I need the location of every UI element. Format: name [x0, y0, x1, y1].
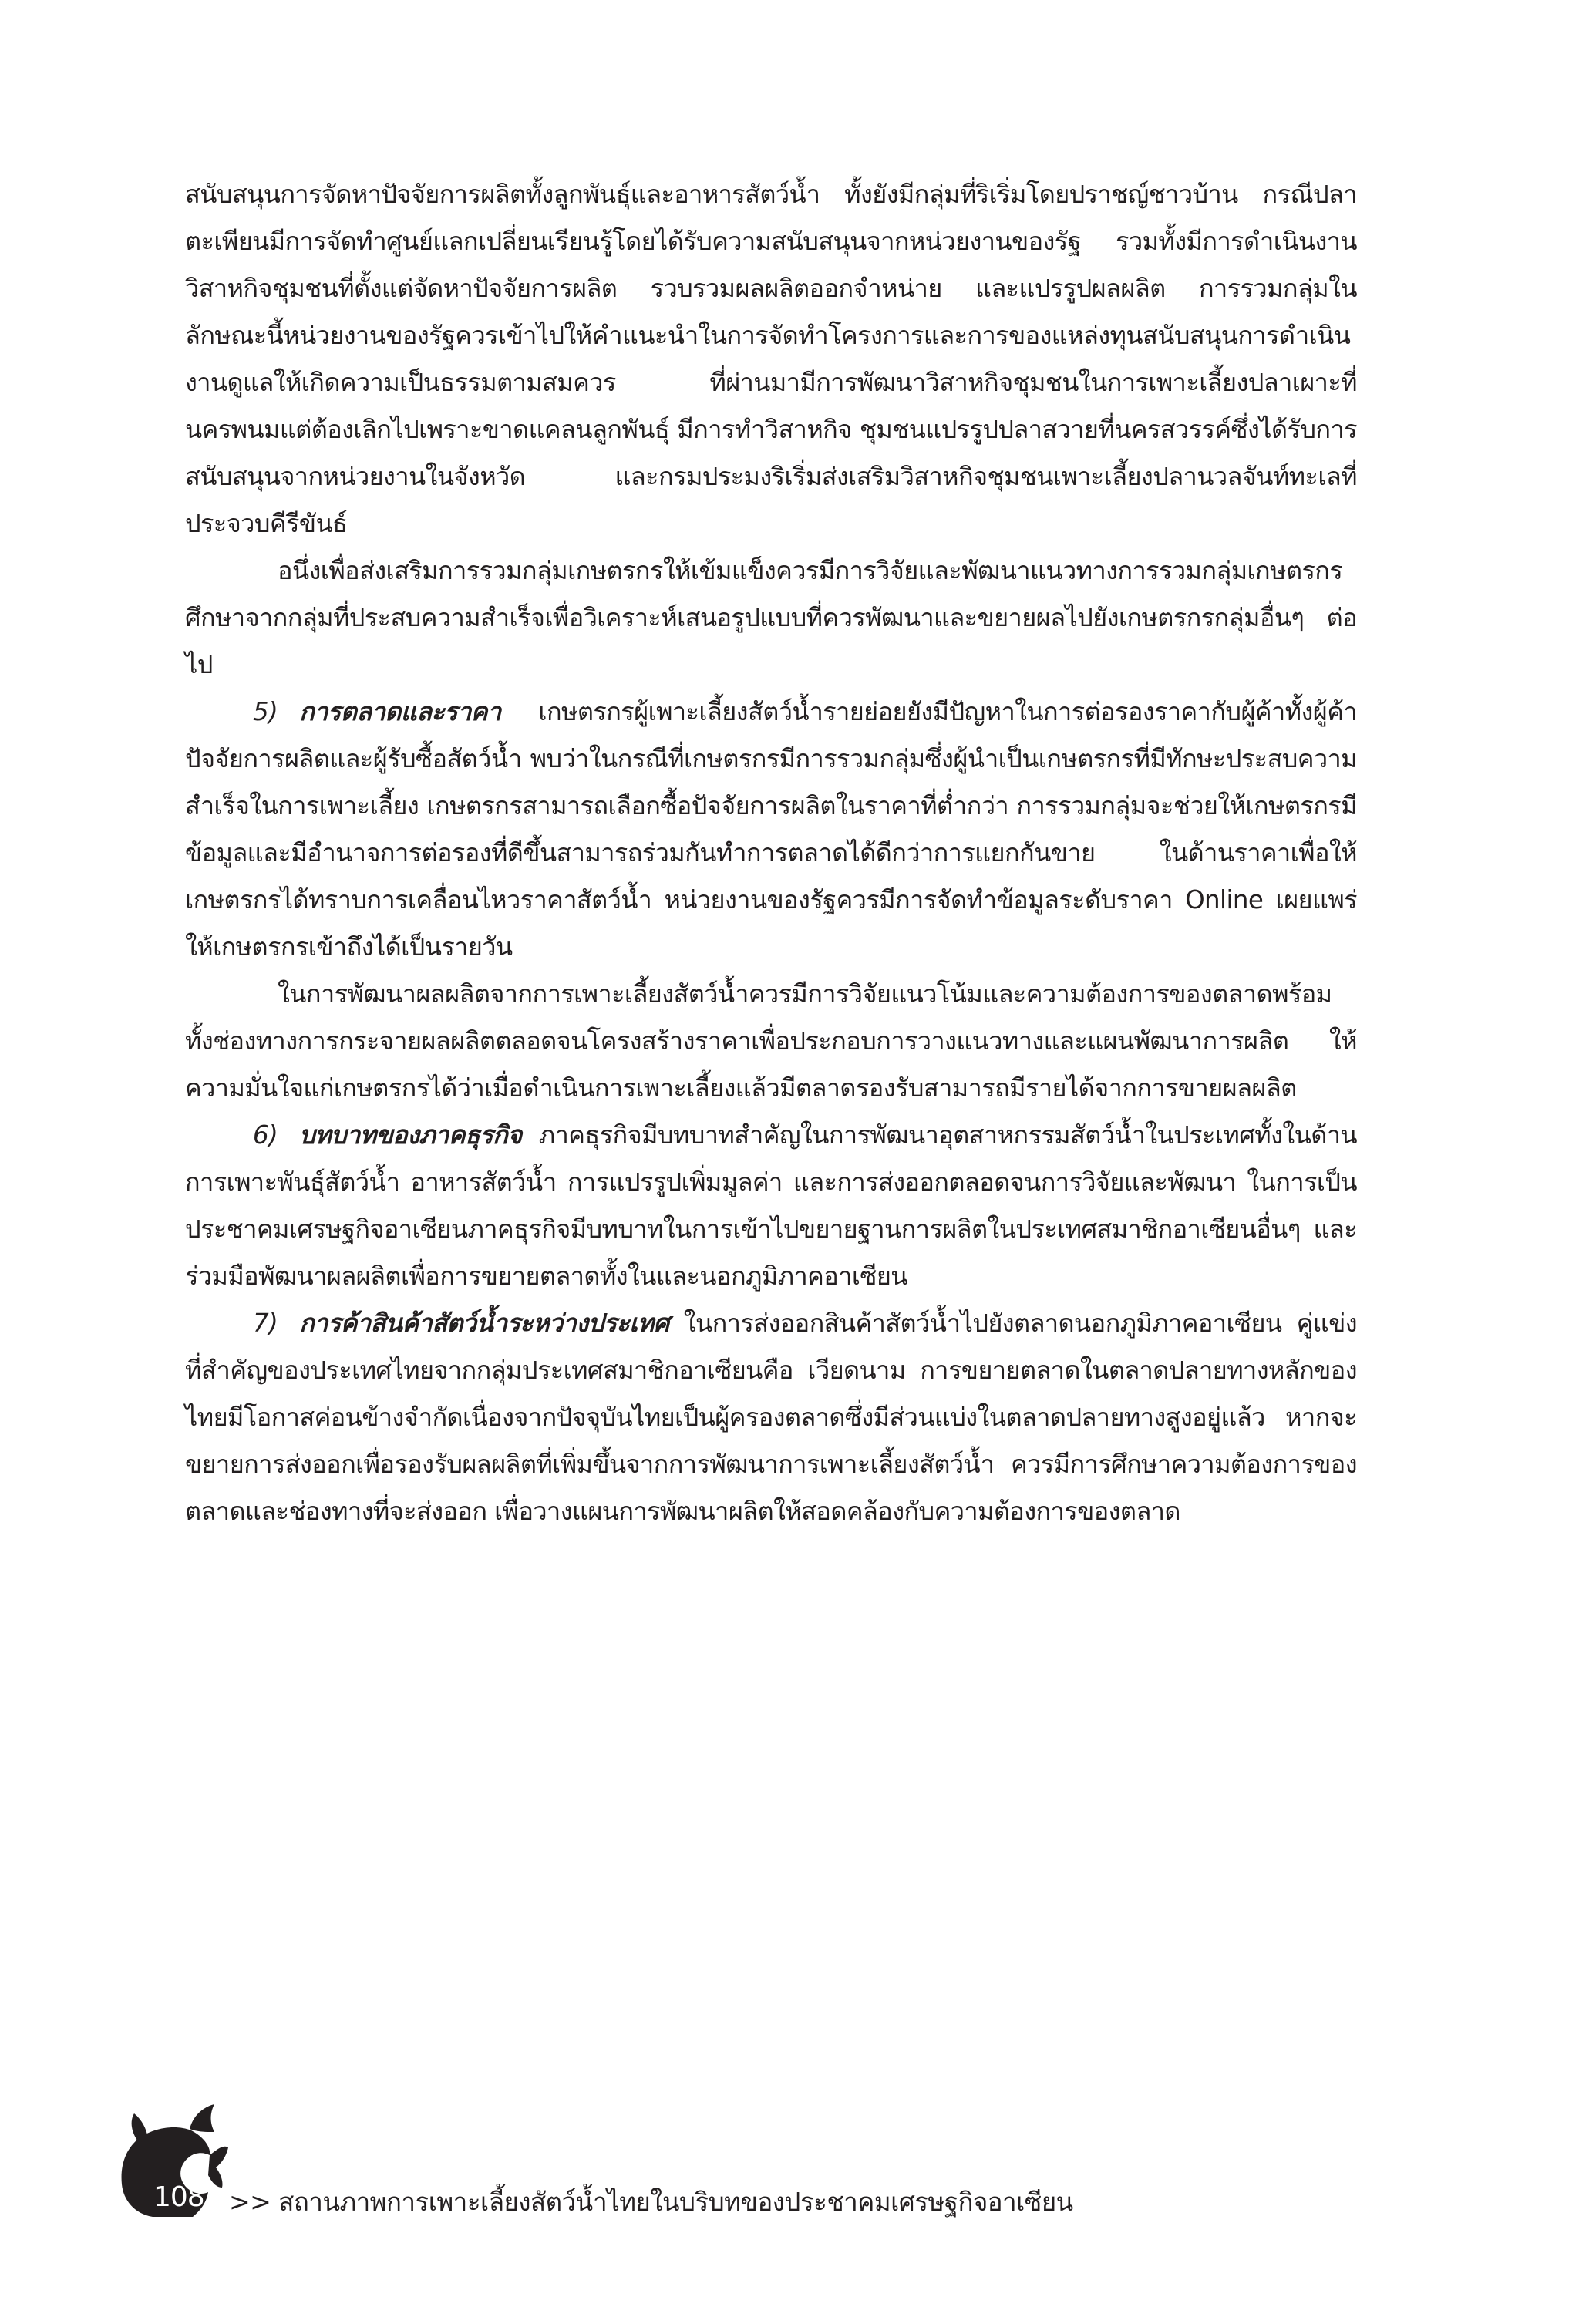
numbered-point [185, 1300, 1357, 1535]
point-text: ในการส่งออกสินค้าสัตว์น้ำไปยังตลาดนอกภูมิภาคอาเซียน คู่แข่งที่สำคัญของประเทศไทยจากกลุ่มประเทศสมาชิกอาเซียนคือ เวียดนาม การขยายตลาดในตลาดปลายทางหลักของไทยมีโอกาสค่อนข้างจำกัดเนื่องจากปัจจุบันไทยเป็นผู้ครองตลาดซึ่งมีส่วนแบ่งในตลาดปลายทางสูงอยู่แล้ว หากจะขยายการส่งออกเพื่อรองรับผลผลิตที่เพิ่มขึ้นจากการพัฒนาการเพาะเลี้ยงสัตว์น้ำ ควรมีการศึกษาความต้องการของตลาดและช่องทางที่จะส่งออก เพื่อวางแผนการพัฒนาผลิตให้สอดคล้องกับความต้องการของตลาด [185, 1309, 1357, 1526]
point-text: เกษตรกรผู้เพาะเลี้ยงสัตว์น้ำรายย่อยยังมีปัญหาในการต่อรองราคากับผู้ค้าทั้งผู้ค้าปัจจัยการผลิตและผู้รับซื้อสัตว์น้ำ พบว่าในกรณีที่เกษตรกรมีการรวมกลุ่มซึ่งผู้นำเป็นเกษตรกรที่มีทักษะประสบความสำเร็จในการเพาะเลี้ยง เกษตรกรสามารถเลือกซื้อปัจจัยการผลิตในราคาที่ต่ำกว่า การรวมกลุ่มจะช่วยให้เกษตรกรมีข้อมูลและมีอำนาจการต่อรองที่ดีขึ้นสามารถร่วมกันทำการตลาดได้ดีกว่าการแยกกันขาย ในด้านราคาเพื่อให้เกษตรกรได้ทราบการเคลื่อนไหวราคาสัตว์น้ำ หน่วยงานของรัฐควรมีการจัดทำข้อมูลระดับราคา Online เผยแพร่ให้เกษตรกรเข้าถึงได้เป็นรายวัน [185, 697, 1357, 962]
point-number: 5) [253, 697, 278, 726]
numbered-point [185, 689, 1357, 971]
point-number: 7) [253, 1309, 278, 1338]
point-title: การตลาดและราคา [299, 697, 501, 726]
point-number: 6) [253, 1120, 278, 1150]
paragraph: อนึ่งเพื่อส่งเสริมการรวมกลุ่มเกษตรกรให้เข้มแข็งควรมีการวิจัยและพัฒนาแนวทางการรวมกลุ่มเกษตรกร ศึกษาจากกลุ่มที่ประสบความสำเร็จเพื่อวิเคราะห์เสนอรูปแบบที่ควรพัฒนาและขยายผลไปยังเกษตรกรกลุ่มอื่นๆ ต่อไป [185, 556, 1357, 679]
paragraph: ในการพัฒนาผลผลิตจากการเพาะเลี้ยงสัตว์น้ำควรมีการวิจัยแนวโน้มและความต้องการของตลาดพร้อมทั้งช่องทางการกระจายผลผลิตตลอดจนโครงสร้างราคาเพื่อประกอบการวางแนวทางและแผนพัฒนาการผลิต ให้ความมั่นใจแก่เกษตรกรได้ว่าเมื่อดำเนินการเพาะเลี้ยงแล้วมีตลาดรองรับสามารถมีรายได้จากการขายผลผลิต [185, 979, 1357, 1103]
point-title: บทบาทของภาคธุรกิจ [299, 1120, 522, 1150]
point-title: การค้าสินค้าสัตว์น้ำระหว่างประเทศ [299, 1309, 669, 1338]
page-footer [116, 2093, 1426, 2217]
running-title: >> สถานภาพการเพาะเลี้ยงสัตว์น้ำไทยในบริบทของประชาคมเศรษฐกิจอาเซียน [229, 2187, 1073, 2217]
paragraph: สนับสนุนการจัดหาปัจจัยการผลิตทั้งลูกพันธุ์และอาหารสัตว์น้ำ ทั้งยังมีกลุ่มที่ริเริ่มโดยปราชญ์ชาวบ้าน กรณีปลาตะเพียนมีการจัดทำศูนย์แลกเปลี่ยนเรียนรู้โดยได้รับความสนับสนุนจากหน่วยงานของรัฐ รวมทั้งมีการดำเนินงานวิสาหกิจชุมชนที่ตั้งแต่จัดหาปัจจัยการผลิต รวบรวมผลผลิตออกจำหน่าย และแปรรูปผลผลิต การรวมกลุ่มในลักษณะนี้หน่วยงานของรัฐควรเข้าไปให้คำแนะนำในการจัดทำโครงการและการของแหล่งทุนสนับสนุนการดำเนินงานดูแลให้เกิดความเป็นธรรมตามสมควร ที่ผ่านมามีการพัฒนาวิสาหกิจชุมชนในการเพาะเลี้ยงปลาเผาะที่นครพนมแต่ต้องเลิกไปเพราะขาดแคลนลูกพันธุ์ มีการทำวิสาหกิจ ชุมชนแปรรูปปลาสวายที่นครสวรรค์ซึ่งได้รับการสนับสนุนจากหน่วยงานในจังหวัด และกรมประมงริเริ่มส่งเสริมวิสาหกิจชุมชนเพาะเลี้ยงปลานวลจันท์ทะเลที่ประจวบคีรีขันธ์ [185, 180, 1357, 538]
numbered-point [185, 1112, 1357, 1300]
body-text [185, 171, 1357, 1535]
page-number: 108 [153, 2181, 204, 2213]
point-text: ภาคธุรกิจมีบทบาทสำคัญในการพัฒนาอุตสาหกรรมสัตว์น้ำในประเทศทั้งในด้านการเพาะพันธุ์สัตว์น้ำ อาหารสัตว์น้ำ การแปรรูปเพิ่มมูลค่า และการส่งออกตลอดจนการวิจัยและพัฒนา ในการเป็นประชาคมเศรษฐกิจอาเซียนภาคธุรกิจมีบทบาทในการเข้าไปขยายฐานการผลิตในประเทศสมาชิกอาเซียนอื่นๆ และร่วมมือพัฒนาผลผลิตเพื่อการขยายตลาดทั้งในและนอกภูมิภาคอาเซียน [185, 1120, 1357, 1291]
